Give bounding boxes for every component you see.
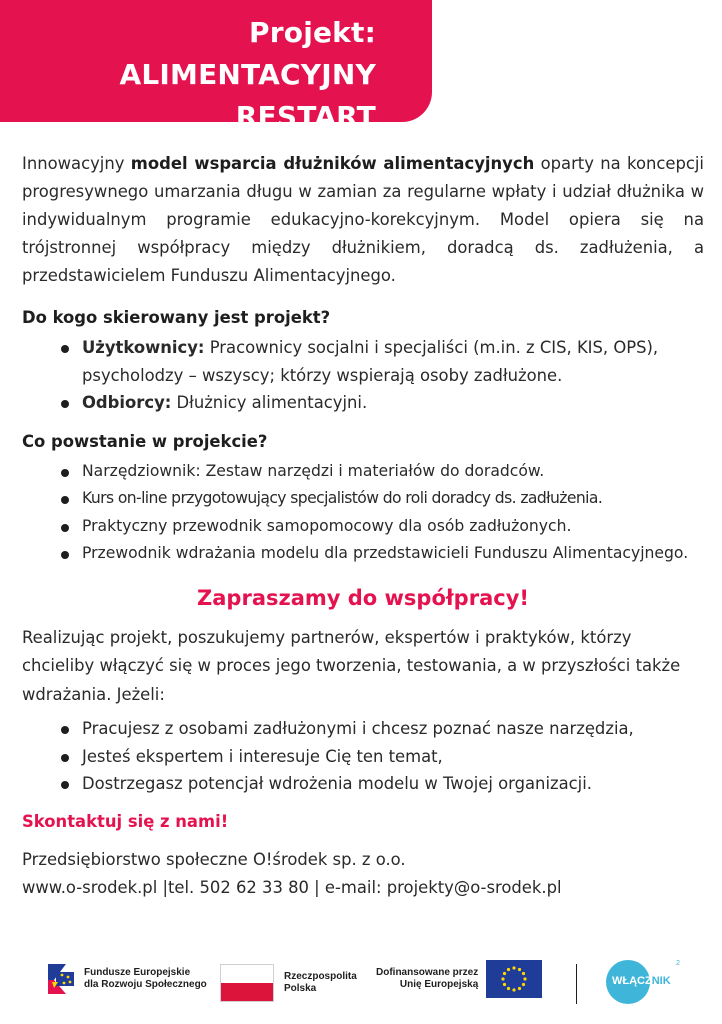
item-term: Użytkownicy: (82, 338, 205, 357)
list-item: Dostrzegasz potencjał wdrożenia modelu w Twojej organizacji. (22, 770, 704, 798)
list-item (22, 334, 704, 389)
item-text: Dłużnicy alimentacyjni. (171, 393, 368, 412)
list-item (22, 389, 704, 417)
poland-flag-icon (220, 964, 274, 1002)
list-item: Narzędziownik: Zestaw narzędzi i materiałów do doradców. (22, 458, 704, 486)
partners-paragraph: Realizując projekt, poszukujemy partnerów, ekspertów i praktyków, którzy chcieliby włączyć się w proces jego tworzenia, testowania, a w przyszłości także wdrażania. Jeżeli: (22, 627, 681, 704)
title-line-1: Projekt: ALIMENTACYJNY (119, 16, 376, 91)
rp-logo (220, 964, 357, 1002)
rp-logo-text (284, 971, 357, 995)
target-list (22, 334, 704, 417)
invite-heading: Zapraszamy do współpracy! (197, 585, 529, 610)
list-item: Praktyczny przewodnik samopomocowy dla osób zadłużonych. (22, 513, 704, 541)
funding-footer (0, 956, 722, 1016)
fe-emblem-icon (44, 962, 76, 996)
list-item: Pracujesz z osobami zadłużonymi i chcesz poznać nasze narzędzia, (22, 715, 704, 743)
intro-lead: Innowacyjny (22, 154, 131, 173)
page-title (0, 12, 376, 138)
item-text: Pracownicy socjalni i specjaliści (m.in. z CIS, KIS, OPS), psycholodzy – wszyscy; którzy wspierają osoby zadłużone. (82, 338, 659, 385)
item-term: Odbiorcy: (82, 393, 172, 412)
rp-line-2: Polska (284, 983, 317, 994)
target-heading: Do kogo skierowany jest projekt? (22, 308, 331, 327)
eu-flag-icon (486, 960, 542, 998)
list-item: Kurs on-line przygotowujący specjalistów do roli doradcy ds. zadłużenia. (22, 485, 704, 513)
eu-logo-text (376, 967, 478, 991)
wlaczniki-wordmark (612, 975, 671, 987)
wl-tail: NIK (651, 975, 671, 987)
list-item: Przewodnik wdrażania modelu dla przedstawicieli Funduszu Alimentacyjnego. (22, 540, 704, 568)
intro-rest: oparty na koncepcji progresywnego umarzania długu w zamian za regularne wpłaty i udział dłużnika w indywidualnym programie edukacyjno-korekcyjnym. Model opiera się na trójstronnej współpracy między dłużnikiem, doradcą ds. zadłużenia, a przedstawicielem Funduszu Alimentacyjnego. (22, 154, 704, 285)
title-banner (0, 0, 432, 133)
contact-block (22, 846, 704, 903)
fe-logo-text (84, 967, 207, 991)
fe-line-1: Fundusze Europejskie (84, 967, 191, 978)
footer-divider (576, 964, 577, 1004)
organization-name: Przedsiębiorstwo społeczne O!środek sp. z o.o. (22, 849, 406, 869)
main-content (22, 150, 704, 903)
wlaczniki-logo (606, 960, 678, 1004)
intro-emphasis: model wsparcia dłużników alimentacyjnych (130, 154, 535, 173)
fe-logo (44, 962, 207, 996)
eu-line-2: Unię Europejską (399, 979, 479, 990)
contact-details[interactable]: www.o-srodek.pl |tel. 502 62 33 80 | e-mail: projekty@o-srodek.pl (22, 878, 562, 897)
outputs-list (22, 458, 704, 568)
partners-list (22, 715, 704, 798)
list-item: Jesteś ekspertem i interesuje Cię ten temat, (22, 743, 704, 771)
outputs-heading: Co powstanie w projekcie? (22, 431, 268, 451)
eu-line-1: Dofinansowane przez (376, 967, 479, 978)
rp-line-1: Rzeczpospolita (284, 971, 357, 982)
intro-paragraph (22, 150, 704, 290)
contact-heading: Skontaktuj się z nami! (22, 811, 229, 831)
eu-logo (376, 960, 542, 998)
title-line-2: RESTART (235, 100, 376, 133)
wl-sup: 2 (676, 960, 680, 967)
fe-line-2: dla Rozwoju Społecznego (84, 979, 207, 990)
wl-main: WŁĄCZ (612, 975, 652, 987)
